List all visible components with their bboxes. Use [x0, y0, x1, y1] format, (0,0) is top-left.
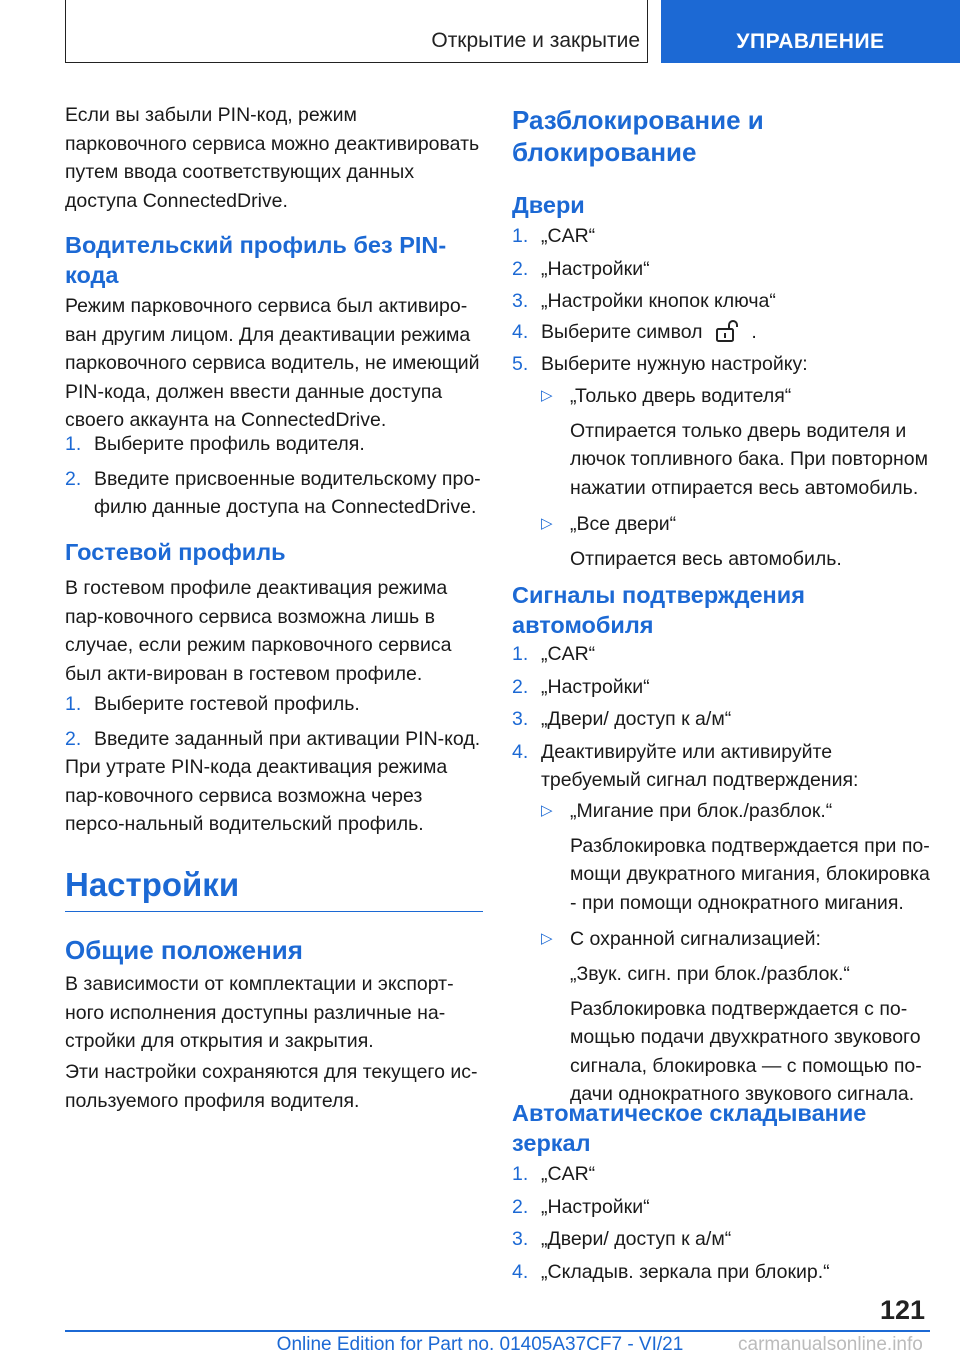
doors-step-5: 5. Выберите нужную настройку:: [512, 353, 808, 375]
list-number: 4.: [512, 740, 529, 763]
list-text: „Настройки“: [541, 1195, 650, 1218]
paragraph-no-pin: Режим парковочного сервиса был активиро-ван другим лицом. Для деактивации режима парковочного сервиса водитель, не имеющий PIN-кода, должен ввести данные доступа своего аккаунта на ConnectedDrive.: [65, 295, 480, 432]
list-text: Выберите профиль водителя.: [94, 433, 365, 455]
list-item: [65, 725, 483, 754]
triangle-bullet-icon: ▷: [541, 515, 553, 533]
list-text: „CAR“: [541, 225, 596, 247]
list-number: 3.: [512, 290, 529, 313]
signals-option-blink: ▷ „Мигание при блок./разблок.“ Разблокировка подтверждается при по-мощи двукратного мигания, блокировка - при помощи однократного мигания.: [541, 797, 930, 917]
list-text: „Настройки“: [541, 257, 650, 280]
list-item: [512, 1160, 930, 1189]
list-number: 1.: [65, 433, 82, 455]
unlock-icon: [714, 319, 740, 343]
list-number: 1.: [512, 643, 529, 665]
doors-options: [512, 382, 930, 574]
list-text: „CAR“: [541, 643, 596, 665]
page-number: 121: [880, 1295, 926, 1325]
doors-option-all: ▷ „Все двери“ Отпирается весь автомобиль.: [541, 510, 930, 573]
list-item: [512, 673, 930, 702]
triangle-bullet-icon: ▷: [541, 387, 553, 404]
list-guest: [65, 690, 483, 759]
list-item: [512, 287, 930, 316]
list-item: [65, 430, 483, 459]
list-number: 2.: [512, 257, 529, 280]
list-number: 2.: [65, 727, 82, 750]
footer-edition: Online Edition for Part no. 01405A37CF7 - VI/21: [276, 1334, 684, 1355]
header-section-title: Открытие и закрытие: [431, 29, 640, 52]
heading-doors: Двери: [512, 192, 585, 218]
heading-general: Общие положения: [65, 935, 303, 965]
list-text: „Двери/ доступ к а/м“: [541, 708, 732, 731]
list-text: „CAR“: [541, 1163, 596, 1185]
list-item: [512, 705, 930, 734]
list-item: [65, 690, 483, 719]
list-item: [512, 255, 930, 284]
list-text: Введите присвоенные водительскому про-филю данные доступа на ConnectedDrive.: [94, 467, 481, 519]
list-text: Введите заданный при активации PIN-код.: [94, 727, 481, 750]
doors-list: [512, 222, 930, 320]
header-chapter-tab: УПРАВЛЕНИЕ: [661, 0, 960, 63]
list-text: „Настройки“: [541, 675, 650, 698]
list-number: 3.: [512, 708, 529, 731]
list-text: „Двери/ доступ к а/м“: [541, 1228, 732, 1251]
footer-divider: [65, 1330, 930, 1332]
triangle-bullet-icon: ▷: [541, 802, 553, 819]
list-text: „Настройки кнопок ключа“: [541, 290, 776, 313]
heading-signals: Сигналы подтверждения автомобиля: [512, 582, 805, 638]
triangle-bullet-icon: ▷: [541, 930, 553, 948]
list-text: Деактивируйте или активируйте требуемый сигнал подтверждения:: [541, 740, 859, 792]
list-number: 2.: [65, 467, 82, 490]
list-item: [512, 1225, 930, 1254]
heading-settings: Настройки: [65, 865, 483, 912]
heading-unlock: Разблокирование и блокирование: [512, 105, 764, 167]
intro-paragraph: Если вы забыли PIN-код, режим парковочного сервиса можно деактивировать путем ввода соответствующих данных доступа ConnectedDrive.: [65, 104, 480, 212]
signals-option-alarm: ▷ С охранной сигнализацией: „Звук. сигн. при блок./разблок.“ Разблокировка подтверждается с по-мощью подачи двухкратного звукового сигнала, блокировка — с помощью по-дачи однократного звукового сигнала.: [541, 925, 930, 1109]
list-item: [512, 640, 930, 669]
doors-step-4: 4. Выберите символ .: [512, 321, 757, 343]
heading-no-pin: Водительский профиль без PIN-кода: [65, 232, 447, 288]
watermark: carmanualsonline.info: [738, 1334, 923, 1355]
doors-option-driver: ▷ „Только дверь водителя“ Отпирается только дверь водителя и лючок топливного бака. При повторном нажатии отпирается весь автомобиль.: [541, 382, 930, 502]
list-number: 1.: [512, 225, 529, 247]
list-text: „Складыв. зеркала при блокир.“: [541, 1260, 830, 1283]
list-item: [512, 1193, 930, 1222]
list-number: 1.: [512, 1163, 529, 1185]
list-item: [65, 465, 483, 522]
list-number: 3.: [512, 1228, 529, 1251]
list-number: 1.: [65, 693, 82, 715]
list-number: 2.: [512, 1195, 529, 1218]
signals-list: [512, 640, 930, 799]
list-no-pin: [65, 430, 483, 528]
list-item: [512, 222, 930, 251]
list-item: [512, 738, 930, 795]
signals-options: [512, 797, 930, 1109]
list-text: Выберите гостевой профиль.: [94, 693, 360, 715]
paragraph-guest: В гостевом профиле деактивация режима пар-ковочного сервиса возможна лишь в случае, если режим парковочного сервиса был акти-вирован в гостевом профиле.: [65, 577, 452, 685]
heading-mirrors: Автоматическое складывание зеркал: [512, 1100, 867, 1156]
heading-guest: Гостевой профиль: [65, 539, 286, 565]
paragraph-guest-2: При утрате PIN-кода деактивация режима пар-ковочного сервиса возможна через персо-нальный водительский профиль.: [65, 756, 448, 836]
mirrors-list: [512, 1160, 930, 1290]
list-number: 4.: [512, 1260, 529, 1283]
paragraph-general-1: В зависимости от комплектации и экспорт-ного исполнения доступны различные на-стройки для открытия и закрытия.: [65, 973, 454, 1053]
list-number: 2.: [512, 675, 529, 698]
list-item: [512, 1258, 930, 1287]
paragraph-general-2: Эти настройки сохраняются для текущего ис-пользуемого профиля водителя.: [65, 1061, 478, 1112]
